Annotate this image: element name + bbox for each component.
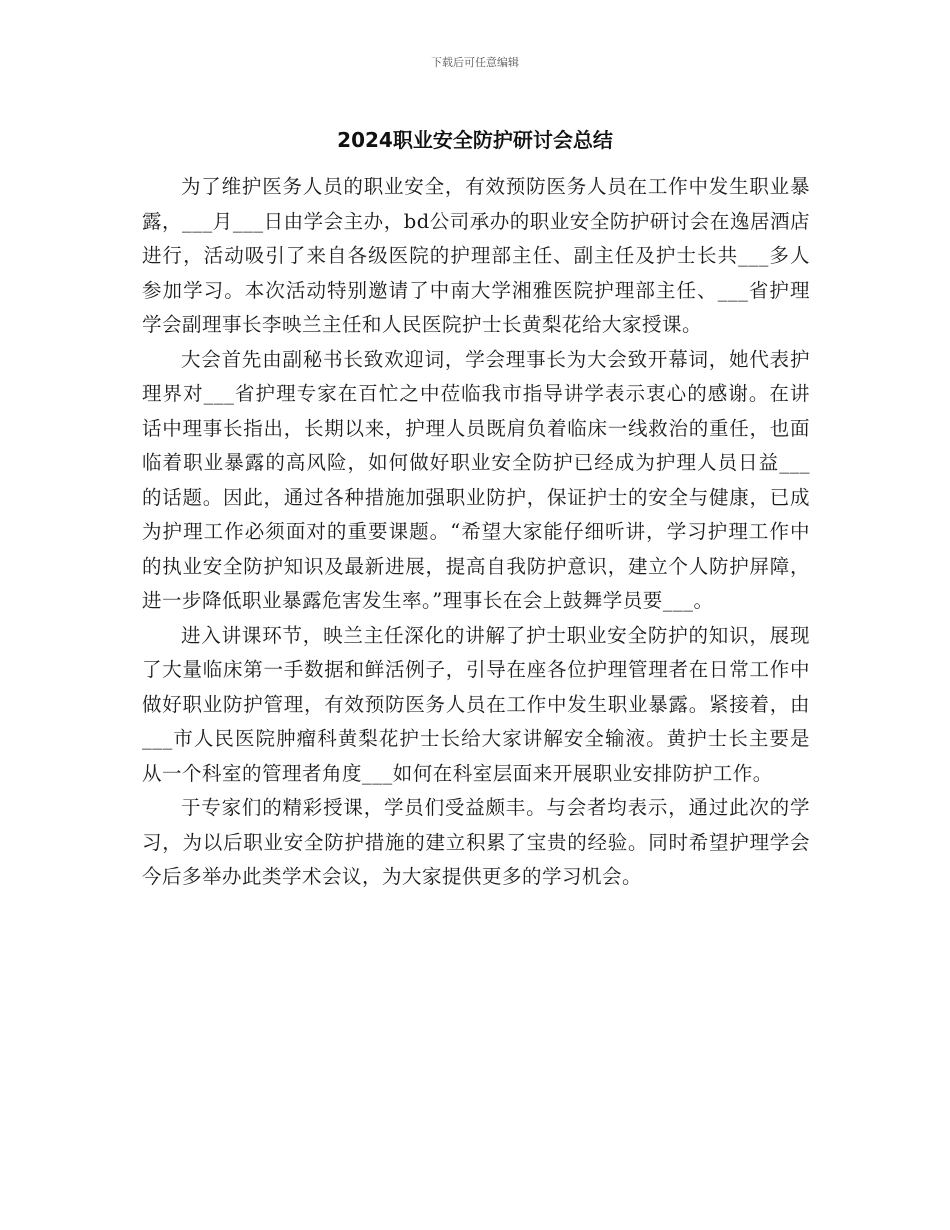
paragraph: 进入讲课环节，映兰主任深化的讲解了护士职业安全防护的知识，展现了大量临床第一手数据和鲜活例子，引导在座各位护理管理者在日常工作中做好职业防护管理，有效预防医务人员在工作中发生职业暴露。紧接着，由___市人民医院肿瘤科黄梨花护士长给大家讲解安全输液。黄护士长主要是从一个科室的管理者角度___如何在科室层面来开展职业安排防护工作。 (142, 623, 810, 785)
document-body (142, 170, 810, 895)
paragraph: 为了维护医务人员的职业安全，有效预防医务人员在工作中发生职业暴露，___月___日由学会主办，bd公司承办的职业安全防护研讨会在逸居酒店进行，活动吸引了来自各级医院的护理部主任、副主任及护士长共___多人参加学习。本次活动特别邀请了中南大学湘雅医院护理部主任、___省护理学会副理事长李映兰主任和人民医院护士长黄梨花给大家授课。 (142, 175, 810, 336)
header-note: 下载后可任意编辑 (431, 56, 519, 69)
document-title: 2024职业安全防护研讨会总结 (337, 128, 613, 152)
paragraph: 大会首先由副秘书长致欢迎词，学会理事长为大会致开幕词，她代表护理界对___省护理专家在百忙之中莅临我市指导讲学表示衷心的感谢。在讲话中理事长指出，长期以来，护理人员既肩负着临床一线救治的重任，也面临着职业暴露的高风险，如何做好职业安全防护已经成为护理人员日益___的话题。因此，通过各种措施加强职业防护，保证护士的安全与健康，已成为护理工作必须面对的重要课题。“希望大家能仔细听讲，学习护理工作中的执业安全防护知识及最新进展，提高自我防护意识，建立个人防护屏障，进一步降低职业暴露危害发生率。”理事长在会上鼓舞学员要___。 (142, 347, 810, 612)
paragraph: 于专家们的精彩授课，学员们受益颇丰。与会者均表示，通过此次的学习，为以后职业安全防护措施的建立积累了宝贵的经验。同时希望护理学会今后多举办此类学术会议，为大家提供更多的学习机会。 (142, 796, 810, 888)
